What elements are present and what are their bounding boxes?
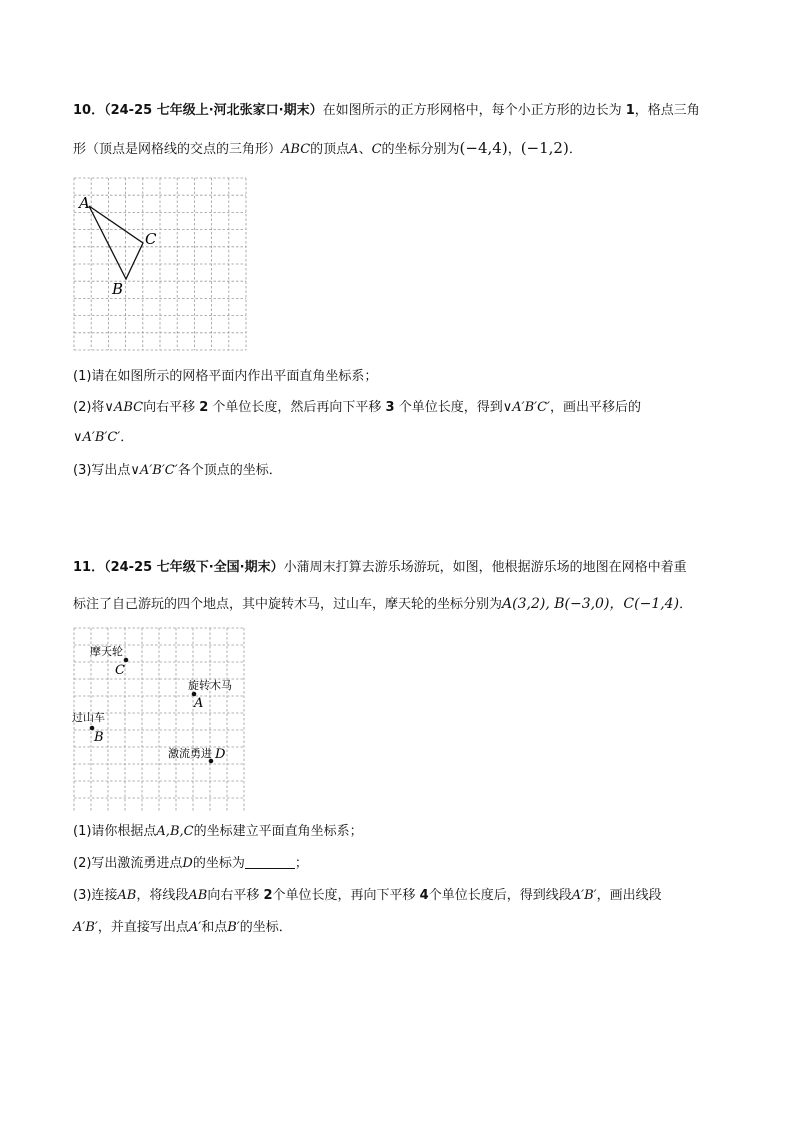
q11-name-d: 激流勇进 [168, 747, 212, 760]
q10-text: (3)写出点 [73, 463, 131, 478]
q10-text: 的顶点 [310, 142, 350, 157]
q11-line1 [73, 558, 687, 578]
q10-text: ，画出平移后的 [549, 400, 641, 415]
q10-point-a: A [349, 142, 359, 157]
q10-coord-a: (−4,4) [459, 139, 508, 157]
q11-segment: AB [188, 888, 208, 903]
q10-text: ． [568, 142, 582, 157]
q10-grid [74, 178, 246, 350]
q10-triangle: ∨A′B′C′ [73, 430, 121, 445]
q11-point: B′ [227, 920, 240, 935]
q11-points: A,B,C [156, 824, 194, 839]
q10-triangle: ∨ABC [104, 400, 144, 415]
q10-triangle: ∨A′B′C′ [502, 400, 550, 415]
q11-name-c: 摩天轮 [90, 645, 123, 658]
q10-text: 的坐标分别为 [381, 142, 460, 157]
q10-triangle: ∨A′B′C′ [130, 463, 178, 478]
q10-text: 个单位长度，得到 [394, 400, 503, 415]
q11-segment: A′B′ [73, 920, 98, 935]
q10-text: 向右平移 [143, 400, 200, 415]
q11-label-b: B [94, 730, 104, 745]
q10-number: 10． [73, 103, 105, 118]
q10-text: ， [507, 142, 521, 157]
q11-text: 个单位长度，再向下平移 [272, 888, 420, 903]
q10-number-2: 2 [199, 400, 209, 415]
q10-label-c: C [145, 230, 157, 248]
q10-text: 个单位长度，然后再向下平移 [208, 400, 386, 415]
q11-point: A′ [188, 920, 202, 935]
q11-point-d-text: D [182, 856, 193, 871]
q10-line1 [73, 101, 700, 121]
q11-text: ，将线段 [136, 888, 189, 903]
q11-name-b: 过山车 [72, 711, 105, 724]
q10-part1 [73, 367, 377, 387]
q11-text: ． [679, 597, 693, 612]
q11-text: ； [294, 856, 308, 871]
q11-text: 的坐标为 [192, 856, 245, 871]
q11-text: (1)请你根据点 [73, 824, 157, 839]
q10-source: （24-25 七年级上·河北张家口·期末） [104, 103, 323, 118]
q11-number-2: 2 [263, 888, 273, 903]
q10-part2-cont [73, 428, 133, 448]
q10-line2 [73, 138, 582, 160]
q11-name-a: 旋转木马 [188, 679, 232, 692]
q11-part3 [73, 886, 662, 906]
q10-point-c: C [371, 142, 382, 157]
q10-number-3: 3 [385, 400, 395, 415]
q10-stem-end: ，格点三角 [634, 103, 700, 118]
q11-segment: AB [117, 888, 137, 903]
q11-text: 标注了自己游玩的四个地点，其中旋转木马，过山车，摩天轮的坐标分别为 [73, 597, 503, 612]
q11-part1 [73, 822, 363, 842]
q11-text: 个单位长度后，得到线段 [428, 888, 572, 903]
q11-part3-cont [73, 918, 292, 938]
q11-line2 [73, 594, 692, 615]
q10-stem: 在如图所示的正方形网格中，每个小正方形的边长为 [322, 103, 626, 118]
q10-text: 、 [358, 142, 372, 157]
q11-segment: A′B′ [571, 888, 597, 903]
q10-text: 形（顶点是网格线的交点的三角形） [73, 142, 282, 157]
q10-part2 [73, 398, 641, 418]
q11-text: ，画出线段 [596, 888, 662, 903]
q11-label-d: D [215, 747, 226, 762]
q10-text: 各个顶点的坐标． [177, 463, 282, 478]
q11-text: (2)写出激流勇进点 [73, 856, 183, 871]
answer-blank[interactable] [245, 854, 295, 869]
q11-number: 11． [73, 560, 105, 575]
q11-part2 [73, 854, 308, 874]
q11-text: 和点 [201, 920, 228, 935]
q10-part3 [73, 461, 282, 481]
q11-label-a: A [194, 696, 204, 711]
q11-text: ，并直接写出点 [97, 920, 189, 935]
q11-number-4: 4 [419, 888, 429, 903]
q10-text: (2)将 [73, 400, 105, 415]
q11-coords: A(3,2), B(−3,0)，C(−1,4) [502, 596, 680, 612]
q11-text: (3)连接 [73, 888, 118, 903]
q10-text: ． [120, 430, 134, 445]
q11-grid-figure [72, 626, 248, 812]
q11-point-c [124, 658, 129, 663]
q10-label-b: B [112, 280, 124, 298]
q10-label-a: A [79, 194, 90, 212]
q10-triangle-abc [89, 206, 143, 279]
q10-abc: ABC [281, 142, 311, 157]
q11-label-c: C [115, 663, 125, 678]
q10-coord-c: (−1,2) [520, 139, 569, 157]
q10-part1-text: (1)请在如图所示的网格平面内作出平面直角坐标系； [73, 369, 378, 384]
q11-source: （24-25 七年级下·全国·期末） [104, 560, 284, 575]
q11-text: 的坐标建立平面直角坐标系； [193, 824, 363, 839]
q10-side-length: 1 [625, 103, 635, 118]
q11-text: 的坐标． [239, 920, 292, 935]
q11-text: 向右平移 [207, 888, 264, 903]
q10-grid-figure [72, 176, 252, 352]
q11-stem: 小蒲周末打算去游乐场游玩，如图，他根据游乐场的地图在网格中着重 [283, 560, 687, 575]
